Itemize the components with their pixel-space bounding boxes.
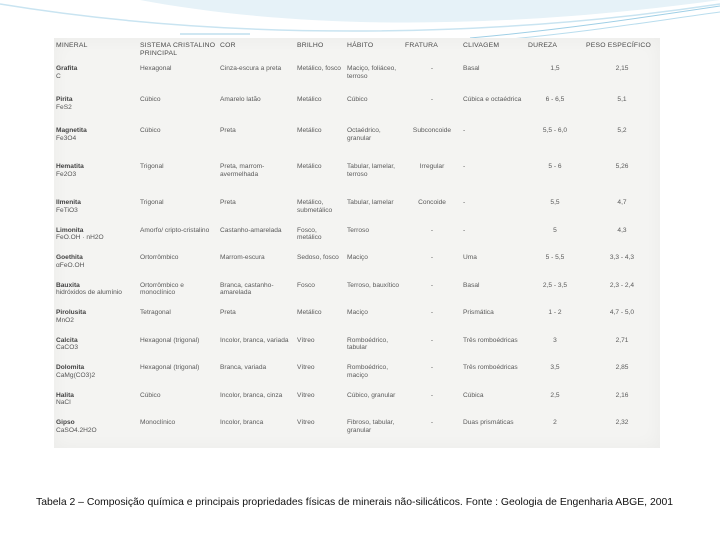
mineral-formula: FeO.OH · nH2O (56, 234, 104, 242)
cell-dureza: 5 (553, 226, 557, 234)
cell-cor: Preta (220, 199, 236, 206)
cell-sistema: Hexagonal (140, 65, 172, 72)
cell-dureza: 2 (553, 419, 557, 426)
cell-sistema: Cúbico (140, 391, 161, 399)
cell-brilho: Fosco, metálico (297, 226, 322, 242)
cell-sistema: Tetragonal (140, 309, 171, 316)
cell-sistema: Ortorrômbico e monoclínico (140, 281, 184, 297)
cell-peso: 2,16 (615, 391, 629, 399)
cell-mineral (54, 196, 138, 224)
cell-peso: 2,32 (615, 419, 629, 426)
cell-clivagem: - (463, 226, 466, 234)
mineral-formula: hidróxidos de alumínio (56, 289, 122, 297)
cell-cor: Marrom-escura (220, 254, 265, 261)
cell-fratura: - (430, 254, 434, 261)
mineral-name: Dolomita (56, 364, 85, 371)
cell-peso: 5,26 (615, 163, 629, 170)
cell-mineral (54, 306, 138, 334)
mineral-name: Pirita (56, 96, 73, 103)
cell-fratura: - (430, 419, 434, 426)
cell-habito: Maciço, foliáceo, terroso (347, 65, 397, 80)
cell-brilho: Sedoso, fosco (297, 254, 339, 261)
cell-mineral (54, 62, 138, 93)
cell-mineral (54, 124, 138, 160)
column-header-clivagem: CLIVAGEM (463, 42, 500, 49)
mineral-name: Limonita (56, 226, 84, 234)
mineral-name: Ilmenita (56, 199, 81, 206)
cell-clivagem: Basal (463, 281, 480, 289)
column-header-sistema: SISTEMA CRISTALINO PRINCIPAL (140, 42, 216, 57)
mineral-name: Gipso (56, 419, 75, 426)
column-header-habito: HÁBITO (347, 42, 374, 49)
cell-dureza: 5,5 (550, 199, 560, 206)
cell-sistema: Trigonal (140, 163, 164, 170)
table-row (54, 196, 660, 224)
table-row (54, 224, 660, 252)
cell-cor: Castanho-amarelada (220, 226, 282, 234)
table-row (54, 361, 660, 389)
cell-sistema: Cúbico (140, 127, 161, 134)
cell-mineral (54, 279, 138, 307)
mineral-formula: CaSO4.2H2O (56, 426, 97, 434)
cell-dureza: 5 - 5,5 (545, 254, 565, 261)
cell-clivagem: - (463, 163, 466, 170)
cell-fratura: - (430, 281, 434, 289)
table-row (54, 124, 660, 160)
cell-fratura: Irregular (419, 163, 445, 170)
cell-sistema: Trigonal (140, 199, 164, 206)
mineral-name: Bauxita (56, 281, 80, 289)
cell-habito: Romboédrico, maciço (347, 364, 389, 379)
table-header-row (54, 40, 660, 62)
mineral-name: Magnetita (56, 127, 87, 134)
cell-fratura: - (430, 226, 434, 234)
cell-cor: Branca, castanho-amarelada (220, 281, 274, 297)
cell-cor: Preta, marrom-avermelhada (220, 163, 265, 178)
cell-peso: 2,3 - 2,4 (609, 281, 635, 289)
cell-brilho: Fosco (297, 281, 315, 289)
mineral-name: Halita (56, 391, 74, 399)
cell-peso: 2,85 (615, 364, 629, 371)
cell-fratura: Subconcoide (412, 127, 452, 134)
cell-mineral (54, 224, 138, 252)
table-row (54, 279, 660, 307)
table-row (54, 306, 660, 334)
cell-mineral (54, 389, 138, 417)
cell-peso: 5,2 (617, 127, 627, 134)
cell-habito: Fibroso, tabular, granular (347, 419, 395, 434)
cell-cor: Incolor, branca, cinza (220, 391, 283, 399)
cell-clivagem: - (463, 199, 466, 206)
cell-cor: Branca, variada (220, 364, 267, 371)
cell-clivagem: Duas prismáticas (463, 419, 514, 426)
cell-dureza: 2,5 - 3,5 (542, 281, 568, 289)
cell-habito: Terroso, bauxítico (347, 281, 400, 289)
column-header-cor: COR (220, 42, 236, 49)
cell-brilho: Metálico, submetálico (297, 199, 333, 214)
cell-clivagem: Cúbica e octaédrica (463, 96, 522, 103)
cell-brilho: Metálico (297, 96, 322, 103)
cell-fratura: - (430, 391, 434, 399)
cell-dureza: 2,5 (550, 391, 560, 399)
cell-dureza: 6 - 6,5 (545, 96, 565, 103)
column-header-fratura: FRATURA (405, 42, 438, 49)
cell-sistema: Ortorrômbico (140, 254, 179, 261)
cell-brilho: Metálico, fosco (297, 65, 341, 72)
cell-clivagem: Cúbica (463, 391, 484, 399)
mineral-formula: CaCO3 (56, 344, 78, 352)
mineral-name: Goethita (56, 254, 83, 261)
mineral-name: Grafita (56, 65, 78, 72)
cell-clivagem: Uma (463, 254, 477, 261)
cell-brilho: Metálico (297, 163, 322, 170)
cell-dureza: 5,5 - 6,0 (542, 127, 568, 134)
cell-clivagem: Três romboédricas (463, 364, 518, 371)
cell-sistema: Cúbico (140, 96, 161, 103)
cell-dureza: 1 - 2 (548, 309, 562, 316)
cell-clivagem: Três romboédricas (463, 336, 518, 344)
cell-fratura: Concoide (418, 199, 446, 206)
cell-dureza: 5 - 6 (548, 163, 562, 170)
cell-peso: 4,3 (617, 226, 627, 234)
cell-habito: Maciço (347, 309, 368, 316)
cell-habito: Tabular, lamelar (347, 199, 394, 206)
cell-peso: 3,3 - 4,3 (609, 254, 635, 261)
table-row (54, 416, 660, 452)
cell-mineral (54, 93, 138, 124)
cell-cor: Incolor, branca, variada (220, 336, 289, 344)
cell-mineral (54, 251, 138, 279)
mineral-formula: αFeO.OH (56, 261, 85, 269)
cell-peso: 4,7 (617, 199, 627, 206)
cell-habito: Cúbico (347, 96, 368, 103)
cell-clivagem: Basal (463, 65, 480, 72)
mineral-formula: FeTiO3 (56, 206, 78, 214)
table-row (54, 93, 660, 124)
mineral-name: Pirolusita (56, 309, 87, 316)
cell-habito: Terroso (347, 226, 369, 234)
cell-fratura: - (430, 364, 434, 371)
cell-habito: Octaédrico, granular (347, 127, 381, 142)
cell-mineral (54, 361, 138, 389)
cell-habito: Romboédrico, tabular (347, 336, 389, 352)
mineral-formula: C (56, 72, 61, 80)
table-row (54, 62, 660, 93)
mineral-formula: FeS2 (56, 103, 72, 111)
cell-sistema: Hexagonal (trigonal) (140, 364, 200, 371)
table-row (54, 334, 660, 362)
column-header-dureza: DUREZA (528, 42, 558, 49)
cell-brilho: Metálico (297, 309, 322, 316)
cell-brilho: Vítreo (297, 391, 315, 399)
cell-sistema: Amorfo/ cripto-cristalino (140, 226, 210, 234)
mineral-formula: NaCl (56, 399, 71, 407)
cell-peso: 4,7 - 5,0 (609, 309, 635, 316)
cell-mineral (54, 334, 138, 362)
cell-peso: 2,71 (615, 336, 629, 344)
table-row (54, 389, 660, 417)
cell-peso: 2,15 (615, 65, 629, 72)
cell-dureza: 1,5 (550, 65, 560, 72)
cell-sistema: Monoclínico (140, 419, 176, 426)
column-header-mineral: MINERAL (56, 42, 88, 49)
cell-cor: Preta (220, 127, 236, 134)
cell-clivagem: - (463, 127, 466, 134)
cell-habito: Maciço (347, 254, 368, 261)
mineral-name: Calcita (56, 336, 78, 344)
cell-fratura: - (430, 96, 434, 103)
mineral-formula: CaMg(CO3)2 (56, 371, 96, 379)
cell-brilho: Vítreo (297, 419, 315, 426)
cell-mineral (54, 416, 138, 452)
cell-brilho: Vítreo (297, 364, 315, 371)
mineral-name: Hematita (56, 163, 84, 170)
mineral-formula: Fe2O3 (56, 170, 77, 178)
cell-fratura: - (430, 309, 434, 316)
cell-fratura: - (430, 336, 434, 344)
table-caption: Tabela 2 – Composição química e principais propriedades físicas de minerais não-silicáticos. Fonte : Geologia de Engenharia ABGE, 2001 (36, 497, 674, 508)
cell-brilho: Metálico (297, 127, 322, 134)
mineral-formula: Fe3O4 (56, 134, 77, 142)
cell-sistema: Hexagonal (trigonal) (140, 336, 200, 344)
cell-clivagem: Prismática (463, 309, 494, 316)
column-header-peso: PESO ESPECÍFICO (586, 42, 651, 49)
table-row (54, 251, 660, 279)
cell-fratura: - (430, 65, 434, 72)
cell-habito: Cúbico, granular (347, 391, 396, 399)
cell-dureza: 3,5 (550, 364, 560, 371)
table-row (54, 160, 660, 196)
cell-peso: 5,1 (617, 96, 627, 103)
cell-habito: Tabular, lamelar, terroso (347, 163, 396, 178)
minerals-table (54, 40, 660, 452)
cell-dureza: 3 (553, 336, 557, 344)
cell-cor: Amarelo latão (220, 96, 261, 103)
mineral-formula: MnO2 (56, 316, 74, 324)
cell-brilho: Vítreo (297, 336, 315, 344)
cell-cor: Incolor, branca (220, 419, 264, 426)
column-header-brilho: BRILHO (297, 42, 324, 49)
cell-cor: Preta (220, 309, 236, 316)
cell-mineral (54, 160, 138, 196)
cell-cor: Cinza-escura a preta (220, 65, 282, 72)
